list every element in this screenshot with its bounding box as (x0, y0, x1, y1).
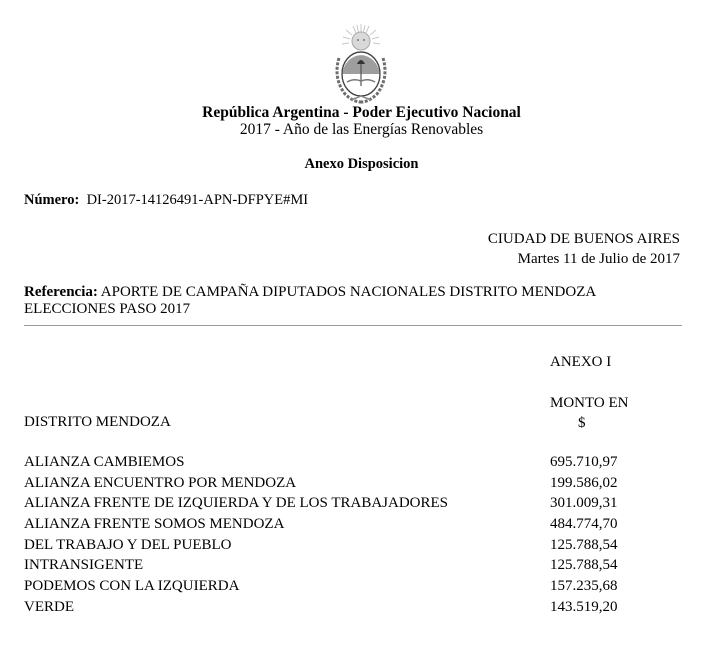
party-amount: 125.788,54 (550, 536, 618, 553)
header-title: República Argentina - Poder Ejecutivo Nacional (202, 104, 521, 121)
table-row (24, 597, 644, 618)
party-amount: 484.774,70 (550, 516, 618, 533)
document-number-value: DI-2017-14126491-APN-DFPYE#MI (86, 192, 309, 208)
table-row (24, 452, 644, 473)
date: Martes 11 de Julio de 2017 (517, 251, 680, 267)
annex-label: ANEXO I (550, 354, 612, 370)
party-amount: 125.788,54 (550, 557, 618, 574)
district-column-header: DISTRITO MENDOZA (24, 414, 171, 430)
party-name: ALIANZA CAMBIEMOS (24, 454, 185, 470)
reference-label: Referencia: (24, 284, 98, 300)
party-name: VERDE (24, 598, 74, 615)
amount-column-header (550, 393, 628, 433)
location-date (488, 229, 680, 269)
party-name: DEL TRABAJO Y DEL PUEBLO (24, 536, 232, 553)
table-row (24, 493, 644, 514)
party-amount: 301.009,31 (550, 495, 618, 512)
reference (24, 284, 684, 318)
contributions-table (24, 452, 644, 618)
party-amount: 695.710,97 (550, 454, 618, 470)
amount-header-line-1: MONTO EN (550, 395, 629, 411)
party-name: PODEMOS CON LA IZQUIERDA (24, 578, 240, 595)
table-row (24, 576, 644, 597)
horizontal-divider (24, 325, 682, 326)
header-subtitle: 2017 - Año de las Energías Renovables (239, 121, 484, 138)
table-row (24, 555, 644, 576)
table-row (24, 473, 644, 494)
city: CIUDAD DE BUENOS AIRES (487, 231, 680, 247)
document-number (24, 191, 308, 209)
party-name: INTRANSIGENTE (24, 557, 144, 574)
party-amount: 143.519,20 (550, 598, 618, 615)
party-name: ALIANZA FRENTE DE IZQUIERDA Y DE LOS TRABAJADORES (24, 495, 449, 512)
annex-title: Anexo Disposicion (304, 156, 419, 172)
party-name: ALIANZA ENCUENTRO POR MENDOZA (24, 474, 297, 491)
reference-line-1: APORTE DE CAMPAÑA DIPUTADOS NACIONALES DISTRITO MENDOZA (100, 284, 597, 300)
amount-header-currency: $ (578, 415, 586, 431)
party-name: ALIANZA FRENTE SOMOS MENDOZA (24, 516, 285, 533)
party-amount: 157.235,68 (550, 578, 618, 595)
reference-line-2: ELECCIONES PASO 2017 (24, 301, 191, 317)
party-amount: 199.586,02 (550, 474, 618, 491)
table-row (24, 535, 644, 556)
document-number-label: Número: (24, 192, 80, 208)
argentina-coat-of-arms-icon (323, 22, 399, 108)
table-row (24, 514, 644, 535)
